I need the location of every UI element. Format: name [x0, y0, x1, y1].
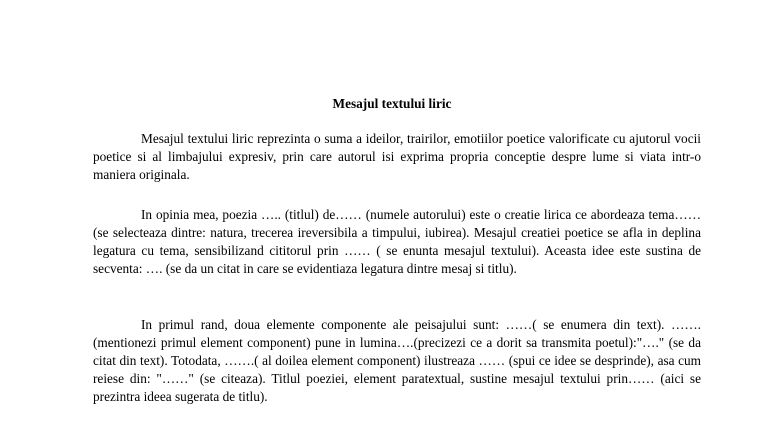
document-title: Mesajul textului liric — [332, 96, 452, 111]
paragraph-opinion: In opinia mea, poezia ….. (titlul) de…… (numele autorului) este o creatie lirica ce abordeaza tema…… (se selecteaza dintre: natura, trecerea ireversibila a timpului, iubirea). Mesajul creatiei poetice se afla in deplina legatura cu tema, sensibilizand cititorul prin …… ( se enunta mesajul textului). Aceasta idee este sustina de secventa: …. (se da un citat in care se evidentiaza legatura dintre mesaj si titlu). — [93, 207, 701, 276]
paragraph-definition: Mesajul textului liric reprezinta o suma a ideilor, trairilor, emotiilor poetice valorificate cu ajutorul vocii poetice si al limbajului expresiv, prin care autorul isi exprima propria conceptie despre lume si viata intr-o maniera originala. — [93, 131, 701, 182]
paragraph-elements: In primul rand, doua elemente componente ale peisajului sunt: ……( se enumera din text). …….(mentionezi primul element component) pune in lumina….(precizezi ce a dorit sa transmita poetul):"…." (se da citat din text). Totodata, …….( al doilea element component) ilustreaza …… (spui ce idee se desprinde), asa cum reiese din: "……" (se citeaza). Titlul poeziei, element paratextual, sustine mesajul textului prin…… (aici se prezintra ideea sugerata de titlu). — [93, 317, 701, 404]
